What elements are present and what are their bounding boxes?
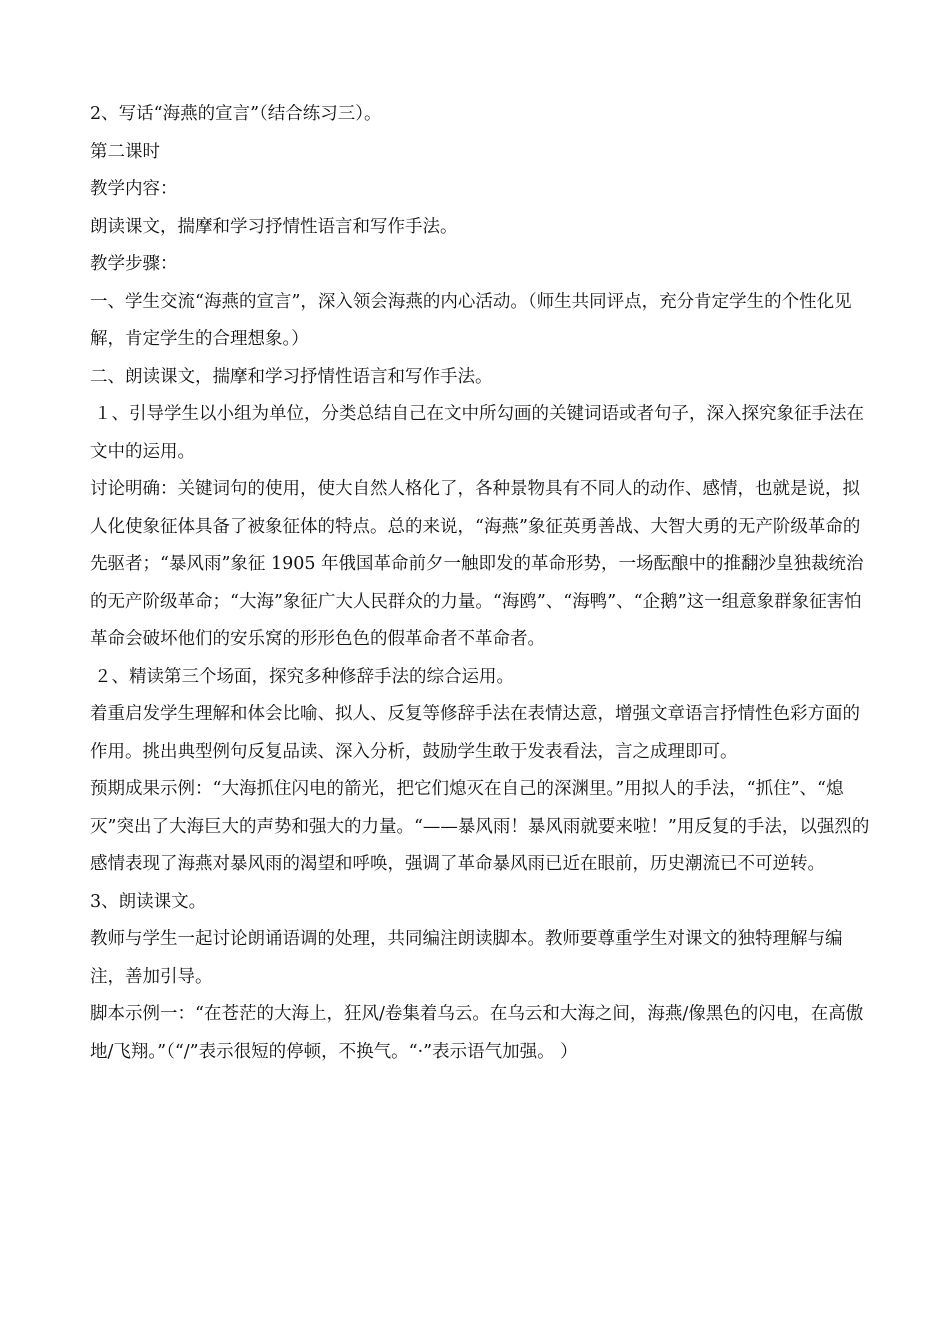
paragraph-discussion: 讨论明确：关键词句的使用，使大自然人格化了，各种景物具有不同人的动作、感情，也就是说，拟人化使象征体具备了被象征体的特点。总的来说，“海燕”象征英勇善战、大智大勇的无产阶级革命的先驱者；“暴风雨”象征 1905 年俄国革命前夕一触即发的革命形势，一场酝酿中的推翻沙皇独裁统治的无产阶级革命；“大海”象征广大人民群众的力量。“海鸥”、“海鸭”、“企鹅”这一组意象群象征害怕革命会破坏他们的安乐窝的形形色色的假革命者不革命者。 <box>90 479 864 649</box>
paragraph-reading-script: 教师与学生一起讨论朗诵语调的处理，共同编注朗读脚本。教师要尊重学生对课文的独特理解与编注，善加引导。 <box>90 929 843 987</box>
paragraph-substep-two: ２、精读第三个场面，探究多种修辞手法的综合运用。 <box>94 666 514 687</box>
paragraph-guidance: 着重启发学生理解和体会比喻、拟人、反复等修辞手法在表情达意，增强文章语言抒情性色彩方面的作用。挑出典型例句反复品读、深入分析，鼓励学生敢于发表看法，言之成理即可。 <box>90 704 860 762</box>
paragraph-step-one: 一、学生交流“海燕的宣言”，深入领会海燕的内心活动。（师生共同评点，充分肯定学生的个性化见解，肯定学生的合理想象。） <box>90 291 852 349</box>
paragraph-expected-results: 预期成果示例：“大海抓住闪电的箭光，把它们熄灭在自己的深渊里。”用拟人的手法，“抓住”、“熄灭”突出了大海巨大的声势和强大的力量。“——暴风雨！暴风雨就要来啦！”用反复的手法，以强烈的感情表现了海燕对暴风雨的渴望和呼唤，强调了革命暴风雨已近在眼前，历史潮流已不可逆转。 <box>90 779 870 874</box>
paragraph-teaching-steps-heading: 教学步骤： <box>90 254 178 274</box>
paragraph-teaching-content-heading: 教学内容： <box>90 179 178 199</box>
paragraph-step-two: 二、朗读课文，揣摩和学习抒情性语言和写作手法。 <box>90 366 493 387</box>
paragraph-teaching-content: 朗读课文，揣摩和学习抒情性语言和写作手法。 <box>90 216 458 237</box>
paragraph-substep-three: 3、朗读课文。 <box>90 891 207 912</box>
paragraph-writing-task: 2、写话“海燕的宣言”（结合练习三）。 <box>90 104 382 124</box>
paragraph-second-lesson-heading: 第二课时 <box>90 141 160 162</box>
paragraph-substep-one: １、引导学生以小组为单位，分类总结自己在文中所勾画的关键词语或者句子，深入探究象征手法在文中的运用。 <box>90 404 864 462</box>
paragraph-script-example: 脚本示例一：“在苍茫的大海上，狂风/卷集着乌云。在乌云和大海之间，海燕/像黑色的闪电，在高傲地/飞翔。”（“/”表示很短的停顿，不换气。“·”表示语气加强。 ） <box>90 1004 864 1062</box>
document-body <box>90 96 872 1071</box>
